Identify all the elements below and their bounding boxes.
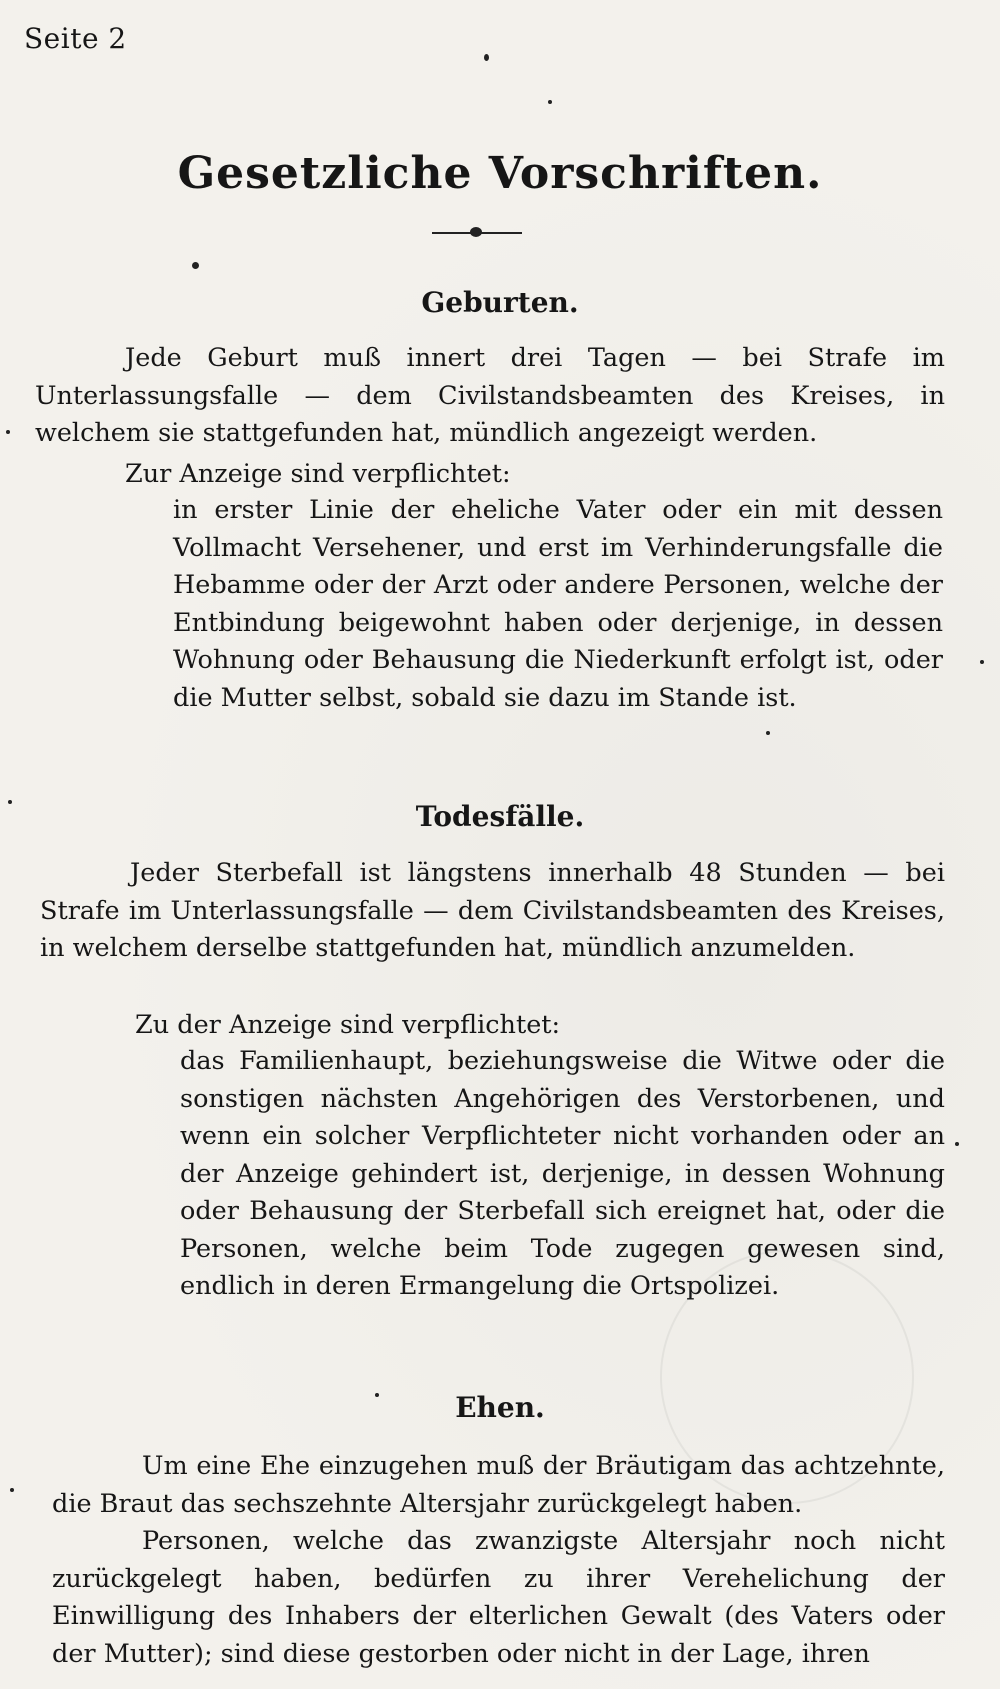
paragraph-ehen-consent: Personen, welche das zwanzigste Altersjahr noch nicht zurückgelegt haben, bedürfen zu ihrer Verehelichung der Einwilligung des Inhabers der elterlichen Gewalt (des Vaters oder der Mutter); sind diese gestorben oder nicht in der Lage, ihren [52,1526,945,1669]
section-heading-ehen: Ehen. [455,1391,545,1424]
paragraph-geburten-persons: in erster Linie der eheliche Vater oder ein mit dessen Vollmacht Versehener, und erst im Verhinderungsfalle die Hebamme oder der Arzt oder andere Personen, welche der Entbindung beigewohnt haben oder derjenige, in dessen Wohnung oder Behausung die Niederkunft erfolgt ist, oder die Mutter selbst, sobald sie dazu im Stande ist. [173,495,943,713]
paragraph-todesfaelle-intro: Jeder Sterbefall ist längstens innerhalb 48 Stunden — bei Strafe im Unterlassungsfalle — dem Civilstandsbeamten des Kreises, in welchem derselbe stattgefunden hat, mündlich anzumelden. [40,858,945,963]
page-number: Seite 2 [24,22,127,55]
ink-speck [192,262,199,269]
section-heading-todesfaelle: Todesfälle. [415,800,585,833]
title-divider-ornament [470,227,482,237]
paragraph-todesfaelle-obligation: Zu der Anzeige sind verpflichtet: [135,1010,561,1040]
ink-speck [955,1142,959,1146]
ink-speck [375,1393,379,1397]
ink-speck [766,731,770,735]
page-title: Gesetzliche Vorschriften. [177,148,823,199]
section-heading-geburten: Geburten. [421,286,579,319]
ink-speck [6,430,10,434]
ink-speck [548,100,552,104]
paragraph-ehen-age: Um eine Ehe einzugehen muß der Bräutigam das achtzehnte, die Braut das sechszehnte Altersjahr zurückgelegt haben. [52,1451,945,1519]
ink-speck [10,1488,14,1492]
paragraph-geburten-obligation: Zur Anzeige sind verpflichtet: [125,459,511,489]
ink-speck [8,800,12,804]
ink-speck [484,54,489,61]
paragraph-todesfaelle-persons: das Familienhaupt, beziehungsweise die Witwe oder die sonstigen nächsten Angehörigen des Verstorbenen, und wenn ein solcher Verpflichteter nicht vorhanden oder an der Anzeige gehindert ist, derjenige, in dessen Wohnung oder Behausung der Sterbefall sich ereignet hat, oder die Personen, welche beim Tode zugegen gewesen sind, endlich in deren Ermangelung die Ortspolizei. [180,1046,945,1301]
paragraph-geburten-intro: Jede Geburt muß innert drei Tagen — bei Strafe im Unterlassungsfalle — dem Civilstandsbeamten des Kreises, in welchem sie stattgefunden hat, mündlich angezeigt werden. [35,343,945,448]
ink-speck [980,660,984,664]
